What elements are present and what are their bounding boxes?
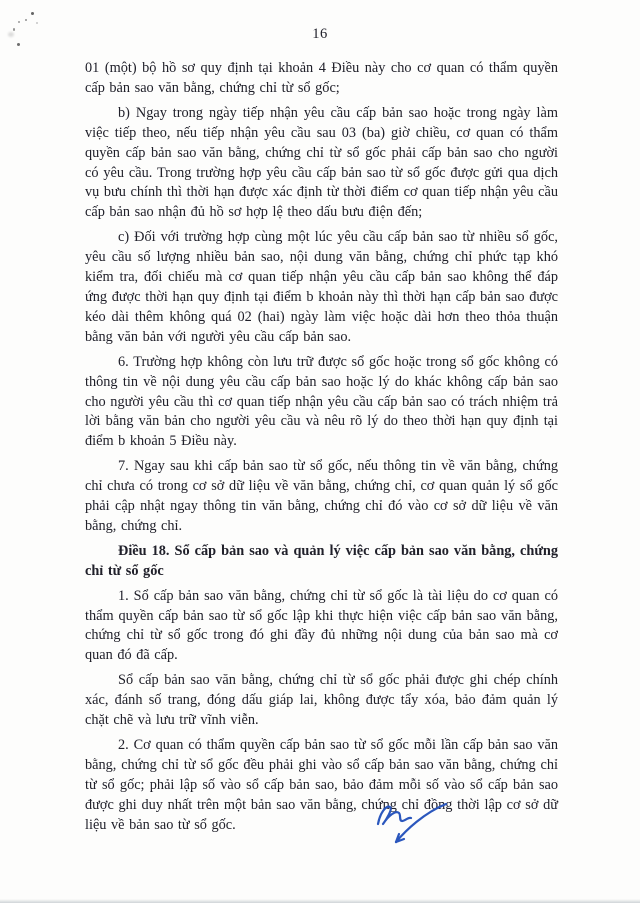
scan-speck	[25, 19, 27, 21]
scan-speck	[36, 22, 38, 24]
paragraph-clause-1-sub: Sổ cấp bản sao văn bằng, chứng chỉ từ sổ gốc phải được ghi chép chính xác, đánh số trang, đóng dấu giáp lai, không được tẩy xóa, bảo đảm quản lý chặt chẽ và lưu trữ vĩnh viễn.	[85, 672, 558, 729]
paragraph-clause-1: 1. Sổ cấp bản sao văn bằng, chứng chỉ từ sổ gốc là tài liệu do cơ quan có thẩm quyền cấp bản sao từ sổ gốc lập khi thực hiện việc cấp bản sao văn bằng, chứng chỉ từ sổ gốc trong đó ghi đầy đủ những nội dung của bản sao mà cơ quan đó đã cấp.	[85, 587, 558, 664]
article-18-heading: Điều 18. Sổ cấp bản sao và quản lý việc cấp bản sao văn bằng, chứng chỉ từ sổ gốc	[85, 542, 558, 579]
paragraph-point-b: b) Ngay trong ngày tiếp nhận yêu cầu cấp bản sao hoặc trong ngày làm việc tiếp theo, nếu tiếp nhận yêu cầu sau 03 (ba) giờ chiều, cơ quan có thẩm quyền cấp bản sao văn bằng, chứng chỉ từ sổ gốc phải cấp bản sao cho người có yêu cầu. Trong trường hợp yêu cầu cấp bản sao từ sổ gốc được gửi qua dịch vụ bưu chính thì thời hạn được xác định từ thời điểm cơ quan tiếp nhận yêu cầu cấp bản sao nhận đủ hồ sơ hợp lệ theo dấu bưu điện đến;	[85, 104, 558, 221]
page-number: 16	[312, 26, 328, 42]
paragraph-continuation: 01 (một) bộ hồ sơ quy định tại khoản 4 Điều này cho cơ quan có thẩm quyền cấp bản sao văn bằng, chứng chỉ từ sổ gốc;	[85, 60, 558, 96]
scan-speck	[17, 43, 20, 46]
document-body	[85, 59, 558, 841]
paragraph-clause-6: 6. Trường hợp không còn lưu trữ được sổ gốc hoặc trong sổ gốc không có thông tin về nội dung yêu cầu cấp bản sao hoặc lý do khác không cấp bản sao cho người yêu cầu thì cơ quan tiếp nhận yêu cầu cấp bản sao có trách nhiệm trả lời bằng văn bản cho người yêu cầu và nêu rõ lý do theo thời hạn quy định tại điểm b khoản 5 Điều này.	[85, 353, 558, 450]
paragraph-clause-2: 2. Cơ quan có thẩm quyền cấp bản sao từ sổ gốc mỗi lần cấp bản sao văn bằng, chứng chỉ từ sổ gốc đều phải ghi vào sổ cấp bản sao văn bằng, chứng chỉ từ sổ gốc; phải lập số vào sổ cấp bản sao, bảo đảm mỗi số vào sổ cấp bản sao được ghi duy nhất trên một bản sao văn bằng, chứng chỉ đồng thời lập cơ sở dữ liệu về bản sao từ sổ gốc.	[85, 737, 558, 833]
signature-ink-icon	[366, 797, 458, 861]
paragraph-clause-7: 7. Ngay sau khi cấp bản sao từ sổ gốc, nếu thông tin về văn bằng, chứng chỉ chưa có trong cơ sở dữ liệu về văn bằng, chứng chỉ, cơ quan quản lý sổ gốc phải cập nhật ngay thông tin văn bằng, chứng chỉ đó vào cơ sở dữ liệu về văn bằng, chứng chỉ.	[85, 458, 558, 534]
handwritten-signature-mark	[366, 797, 458, 861]
scan-speck	[8, 32, 14, 37]
scan-speck	[31, 12, 34, 15]
scan-speck	[18, 21, 20, 23]
scan-speck	[13, 28, 15, 31]
scan-edge	[0, 899, 640, 903]
paragraph-point-c: c) Đối với trường hợp cùng một lúc yêu cầu cấp bản sao từ nhiều sổ gốc, yêu cầu số lượng nhiều bản sao, nội dung văn bằng, chứng chỉ phức tạp khó kiểm tra, đối chiếu mà cơ quan tiếp nhận yêu cầu cấp bản sao không thể đáp ứng được thời hạn quy định tại điểm b khoản này thì thời hạn cấp bản sao được kéo dài thêm không quá 02 (hai) ngày làm việc hoặc dài hơn theo thỏa thuận bằng văn bản với người yêu cầu cấp bản sao.	[85, 229, 558, 345]
